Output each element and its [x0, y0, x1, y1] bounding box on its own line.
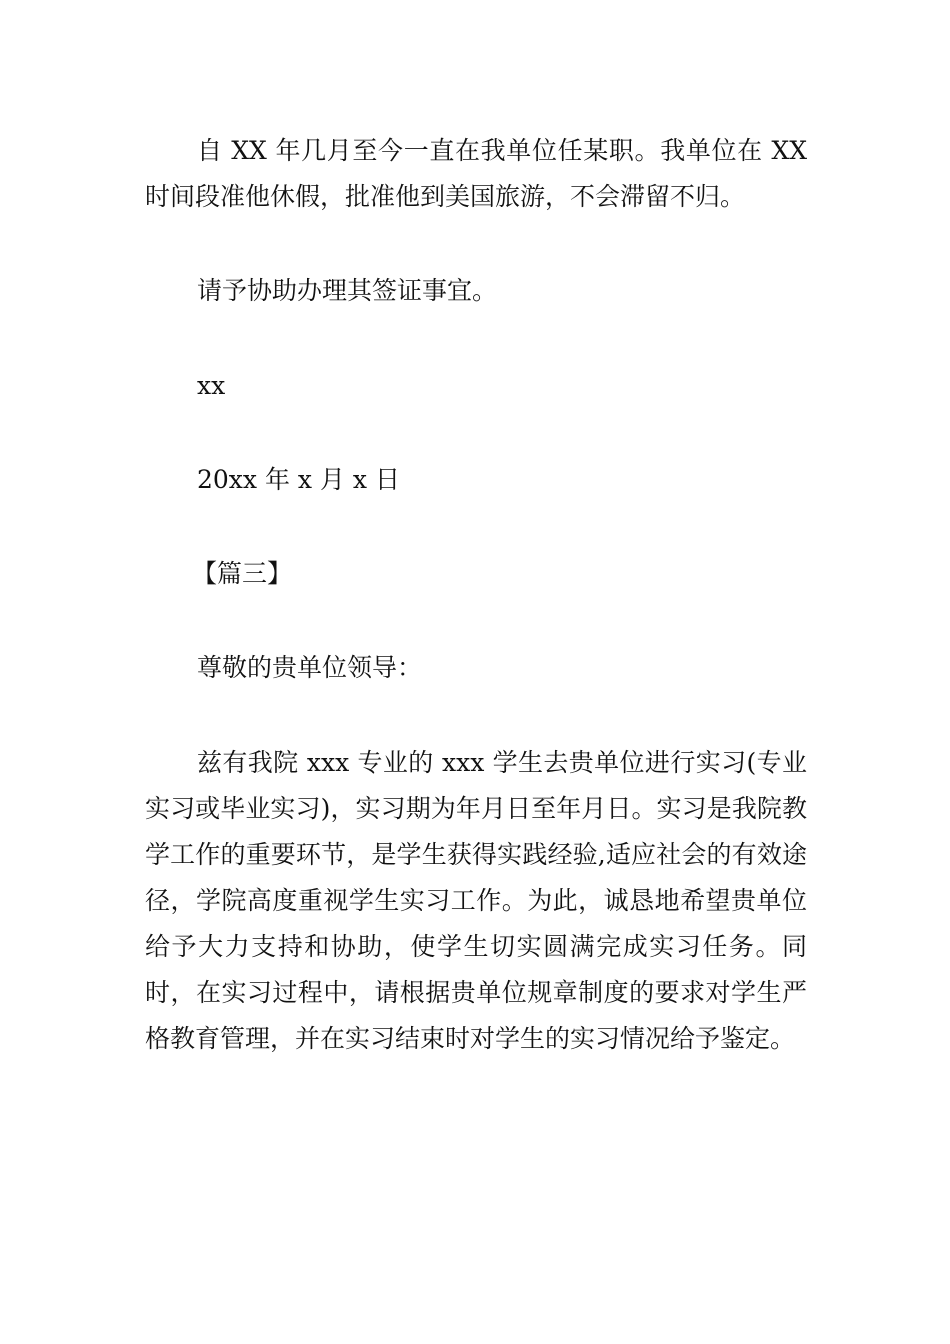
- salutation: 尊敬的贵单位领导：: [197, 653, 423, 682]
- section-heading: 【篇三】: [192, 559, 293, 588]
- signature-date: 20xx 年 x 月 x 日: [197, 465, 400, 494]
- paragraph-internship-body: 兹有我院 xxx 专业的 xxx 学生去贵单位进行实习(专业实习或毕业实习)，实习期为年月日至年月日。实习是我院教学工作的重要环节，是学生获得实践经验,适应社会的有效途径，学院高度重视学生实习工作。为此，诚恳地希望贵单位给予大力支持和协助，使学生切实圆满完成实习任务。同时，在实习过程中，请根据贵单位规章制度的要求对学生严格教育管理，并在实习结束时对学生的实习情况给予鉴定。: [145, 748, 807, 1053]
- paragraph-visa-request: 请予协助办理其签证事宜。: [197, 276, 498, 305]
- paragraph-leave-approval: 自 XX 年几月至今一直在我单位任某职。我单位在 XX 时间段准他休假，批准他到美国旅游，不会滞留不归。: [145, 136, 807, 211]
- signature-name: xx: [197, 371, 226, 400]
- document-body: [145, 128, 807, 1062]
